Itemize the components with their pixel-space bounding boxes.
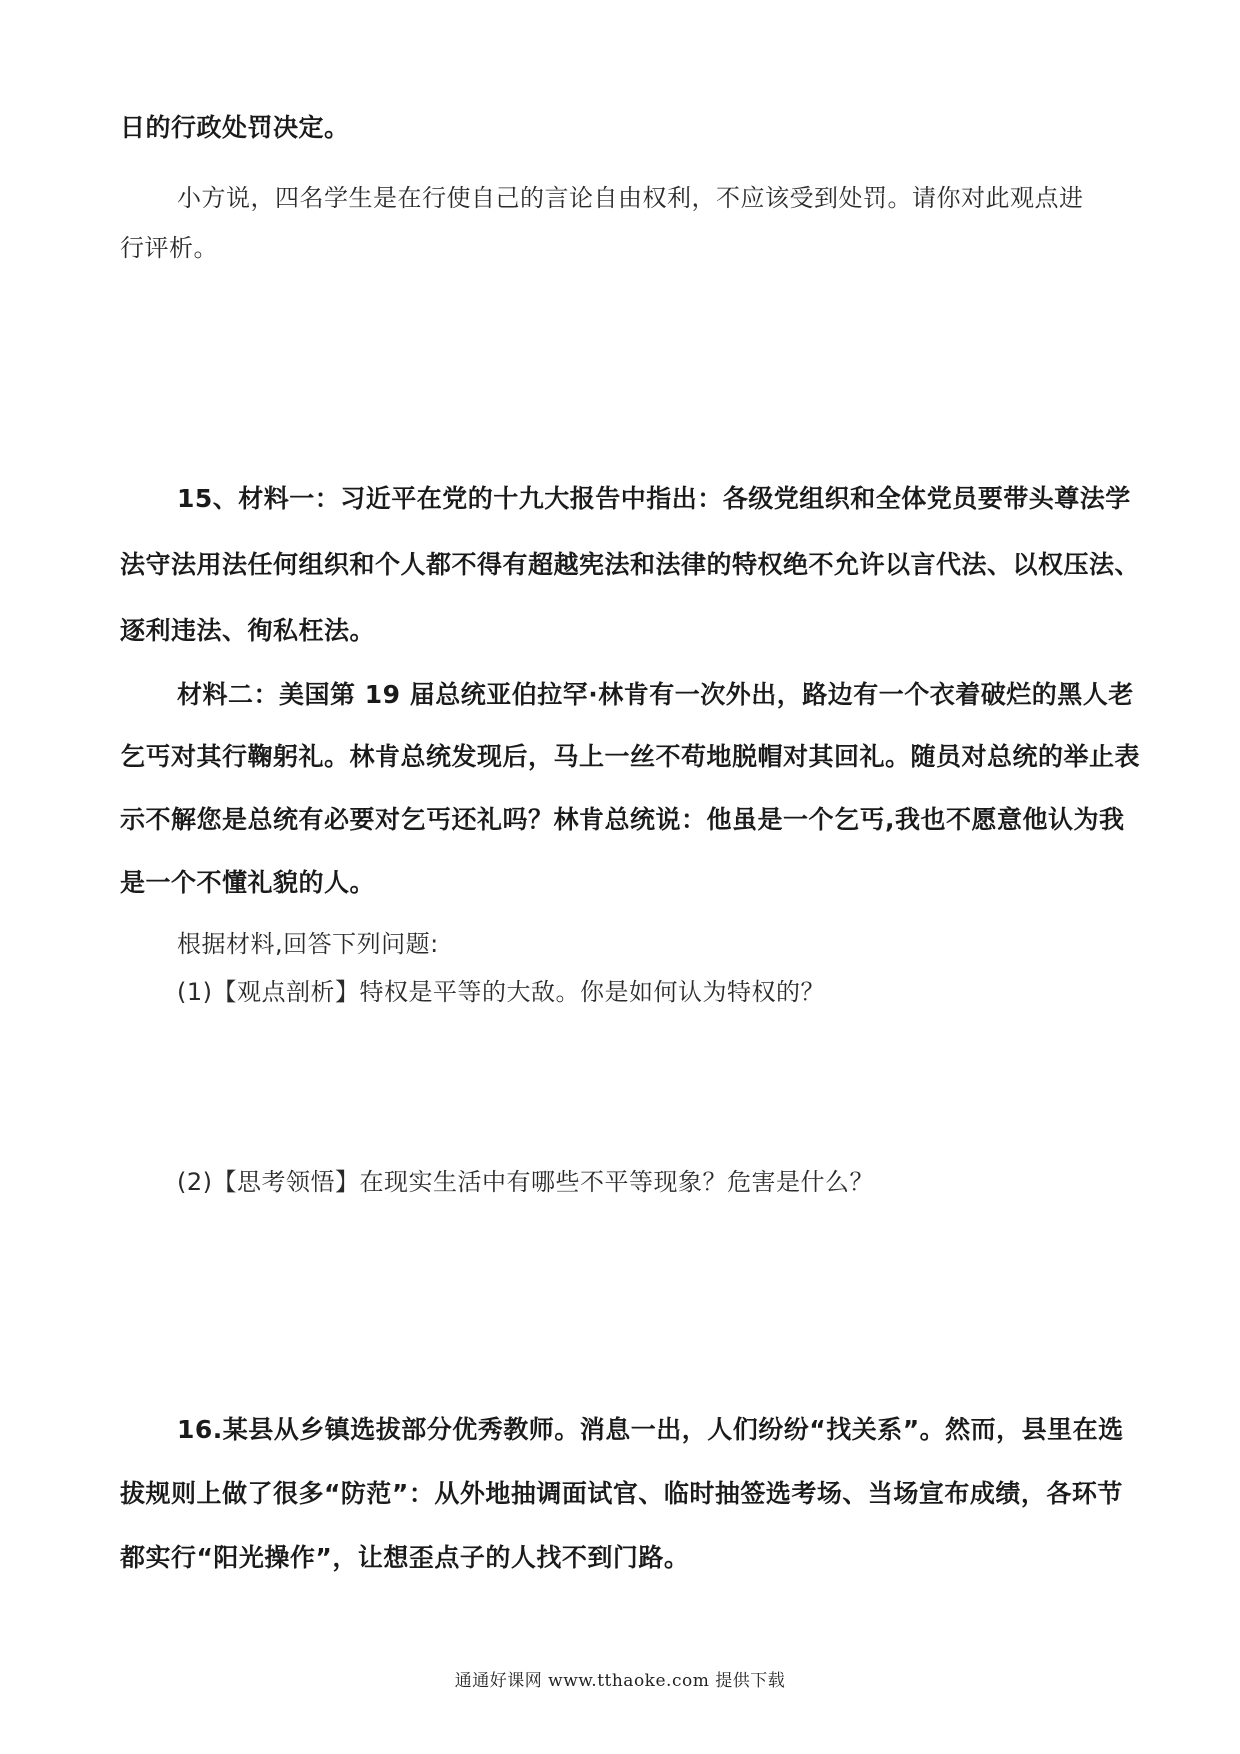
instruction-line: 根据材料,回答下列问题: — [177, 930, 439, 958]
question-15-line: 15、材料一：习近平在党的十九大报告中指出：各级党组织和全体党员要带头尊法学 — [177, 484, 1131, 513]
paragraph-line: 法守法用法任何组织和个人都不得有超越宪法和法律的特权绝不允许以言代法、以权压法、 — [120, 550, 1141, 579]
paragraph-line: 是一个不懂礼貌的人。 — [120, 868, 376, 897]
paragraph-line: 乞丐对其行鞠躬礼。林肯总统发现后，马上一丝不苟地脱帽对其回礼。随员对总统的举止表 — [120, 742, 1141, 771]
question-16-line: 16.某县从乡镇选拔部分优秀教师。消息一出，人们纷纷“找关系”。然而，县里在选 — [177, 1415, 1124, 1444]
paragraph-line: 示不解您是总统有必要对乞丐还礼吗？林肯总统说：他虽是一个乞丐,我也不愿意他认为我 — [120, 805, 1125, 834]
paragraph-line: 都实行“阳光操作”，让想歪点子的人找不到门路。 — [120, 1543, 690, 1572]
material-two-line: 材料二：美国第 19 届总统亚伯拉罕·林肯有一次外出，路边有一个衣着破烂的黑人老 — [177, 680, 1134, 709]
paragraph-line: 拔规则上做了很多“防范”：从外地抽调面试官、临时抽签选考场、当场宣布成绩，各环节 — [120, 1479, 1123, 1508]
paragraph-line: 逐利违法、徇私枉法。 — [120, 616, 376, 645]
sub-question-1: (1)【观点剖析】特权是平等的大敌。你是如何认为特权的？ — [177, 978, 825, 1006]
sub-question-2: (2)【思考领悟】在现实生活中有哪些不平等现象？危害是什么？ — [177, 1168, 874, 1196]
page-footer: 通通好课网 www.tthaoke.com 提供下载 — [454, 1671, 786, 1691]
paragraph-line: 行评析。 — [120, 234, 218, 262]
paragraph-line: 日的行政处罚决定。 — [120, 113, 350, 142]
paragraph-line: 小方说，四名学生是在行使自己的言论自由权利，不应该受到处罚。请你对此观点进 — [177, 184, 1084, 212]
